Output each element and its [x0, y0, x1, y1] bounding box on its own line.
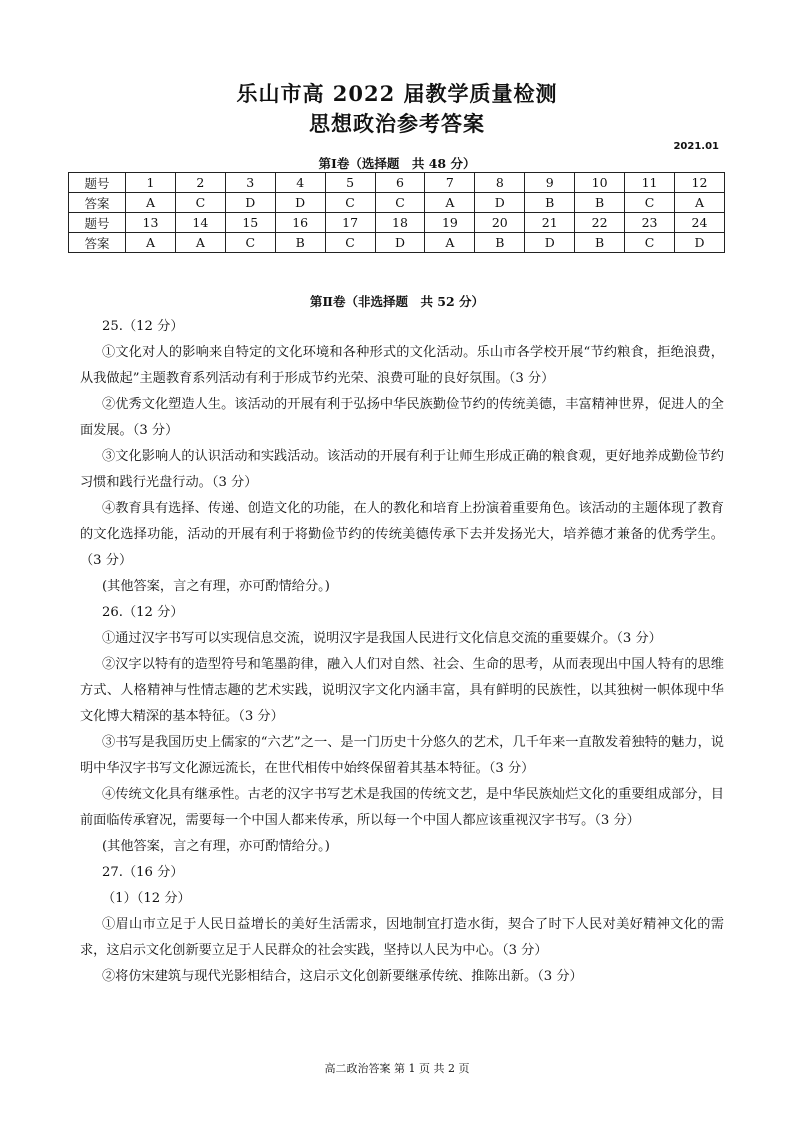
answer-paragraph: ④传统文化具有继承性。古老的汉字书写艺术是我国的传统文艺，是中华民族灿烂文化的重要组成部分，目前面临传承窘况，需要每一个中国人都来传承，所以每一个中国人都应该重视汉字书写。（3 分） — [80, 787, 724, 828]
row-label: 题号 — [69, 213, 126, 233]
table-cell: A — [425, 233, 475, 253]
table-cell: 10 — [575, 173, 625, 193]
row-label: 题号 — [69, 173, 126, 193]
document-title: 乐山市高 2022 届教学质量检测 — [236, 81, 558, 106]
table-cell: A — [674, 193, 724, 213]
table-cell: 16 — [275, 213, 325, 233]
table-cell: B — [575, 193, 625, 213]
table-cell: C — [325, 233, 375, 253]
table-cell: A — [126, 193, 176, 213]
table-cell: 6 — [375, 173, 425, 193]
answer-paragraph: ③文化影响人的认识活动和实践活动。该活动的开展有利于让师生形成正确的粮食观，更好地养成勤俭节约习惯和践行光盘行动。（3 分） — [80, 449, 724, 490]
page-footer: 高二政治答案 第 1 页 共 2 页 — [324, 1062, 470, 1075]
answer-paragraph: (其他答案，言之有理，亦可酌情给分。) — [102, 839, 330, 854]
table-cell: 8 — [475, 173, 525, 193]
answer-paragraph: ④教育具有选择、传递、创造文化的功能，在人的教化和培育上扮演着重要角色。该活动的主题体现了教育的文化选择功能，活动的开展有利于将勤俭节约的传统美德传承下去并发扬光大，培养德才兼备的优秀学生。（3 分） — [80, 501, 724, 568]
table-cell: 17 — [325, 213, 375, 233]
answer-content — [80, 314, 724, 990]
table-row — [69, 213, 725, 233]
table-cell: D — [475, 193, 525, 213]
table-cell: C — [175, 193, 225, 213]
row-label: 答案 — [69, 233, 126, 253]
table-cell: 11 — [625, 173, 675, 193]
table-cell: C — [625, 233, 675, 253]
table-cell: 24 — [674, 213, 724, 233]
section2-title: 第Ⅱ卷（非选择题 共 52 分） — [309, 294, 485, 309]
table-cell: C — [325, 193, 375, 213]
table-cell: B — [275, 233, 325, 253]
answer-table — [68, 172, 725, 253]
table-cell: B — [575, 233, 625, 253]
table-cell: 1 — [126, 173, 176, 193]
table-cell: D — [525, 233, 575, 253]
table-cell: B — [475, 233, 525, 253]
table-cell: D — [275, 193, 325, 213]
document-subtitle: 思想政治参考答案 — [309, 111, 485, 136]
table-cell: 2 — [175, 173, 225, 193]
table-cell: 12 — [674, 173, 724, 193]
table-cell: 21 — [525, 213, 575, 233]
answer-paragraph: ①眉山市立足于人民日益增长的美好生活需求，因地制宜打造水街，契合了时下人民对美好精神文化的需求，这启示文化创新要立足于人民群众的社会实践，坚持以人民为中心。（3 分） — [80, 917, 724, 958]
table-row — [69, 173, 725, 193]
table-cell: A — [425, 193, 475, 213]
table-cell: D — [375, 233, 425, 253]
table-cell: 23 — [625, 213, 675, 233]
table-cell: 20 — [475, 213, 525, 233]
table-cell: A — [126, 233, 176, 253]
table-cell: 15 — [225, 213, 275, 233]
answer-paragraph: ②优秀文化塑造人生。该活动的开展有利于弘扬中华民族勤俭节约的传统美德，丰富精神世界，促进人的全面发展。（3 分） — [80, 397, 724, 438]
answer-paragraph: （1）（12 分） — [102, 891, 191, 906]
section1-title: 第Ⅰ卷（选择题 共 48 分） — [318, 156, 476, 171]
row-label: 答案 — [69, 193, 126, 213]
table-cell: D — [225, 193, 275, 213]
answer-paragraph: (其他答案，言之有理，亦可酌情给分。) — [102, 579, 330, 594]
answer-paragraph: ①通过汉字书写可以实现信息交流，说明汉字是我国人民进行文化信息交流的重要媒介。（3 分） — [102, 631, 662, 646]
table-cell: B — [525, 193, 575, 213]
table-cell: C — [225, 233, 275, 253]
answer-paragraph: ②将仿宋建筑与现代光影相结合，这启示文化创新要继承传统、推陈出新。（3 分） — [102, 969, 583, 984]
answer-paragraph: 26.（12 分） — [102, 605, 184, 620]
answer-paragraph: 25.（12 分） — [102, 319, 184, 334]
document-date: 2021.01 — [673, 141, 719, 152]
answer-paragraph: ③书写是我国历史上儒家的“六艺”之一、是一门历史十分悠久的艺术，几千年来一直散发着独特的魅力，说明中华汉字书写文化源远流长，在世代相传中始终保留着其基本特征。（3 分） — [80, 735, 724, 776]
answer-paragraph: ②汉字以特有的造型符号和笔墨韵律，融入人们对自然、社会、生命的思考，从而表现出中国人特有的思维方式、人格精神与性情志趣的艺术实践，说明汉字文化内涵丰富，具有鲜明的民族性，以其独树一帜体现中华文化博大精深的基本特征。（3 分） — [80, 657, 724, 724]
table-cell: 5 — [325, 173, 375, 193]
table-cell: 13 — [126, 213, 176, 233]
table-cell: 14 — [175, 213, 225, 233]
table-cell: A — [175, 233, 225, 253]
table-row — [69, 193, 725, 213]
table-cell: 19 — [425, 213, 475, 233]
table-cell: D — [674, 233, 724, 253]
table-row — [69, 233, 725, 253]
table-cell: 18 — [375, 213, 425, 233]
table-cell: 7 — [425, 173, 475, 193]
table-cell: C — [625, 193, 675, 213]
answer-paragraph: 27.（16 分） — [102, 865, 184, 880]
table-cell: C — [375, 193, 425, 213]
table-cell: 22 — [575, 213, 625, 233]
table-cell: 4 — [275, 173, 325, 193]
table-cell: 9 — [525, 173, 575, 193]
table-cell: 3 — [225, 173, 275, 193]
answer-paragraph: ①文化对人的影响来自特定的文化环境和各种形式的文化活动。乐山市各学校开展“节约粮食，拒绝浪费，从我做起”主题教育系列活动有利于形成节约光荣、浪费可耻的良好氛围。（3 分） — [80, 345, 724, 386]
